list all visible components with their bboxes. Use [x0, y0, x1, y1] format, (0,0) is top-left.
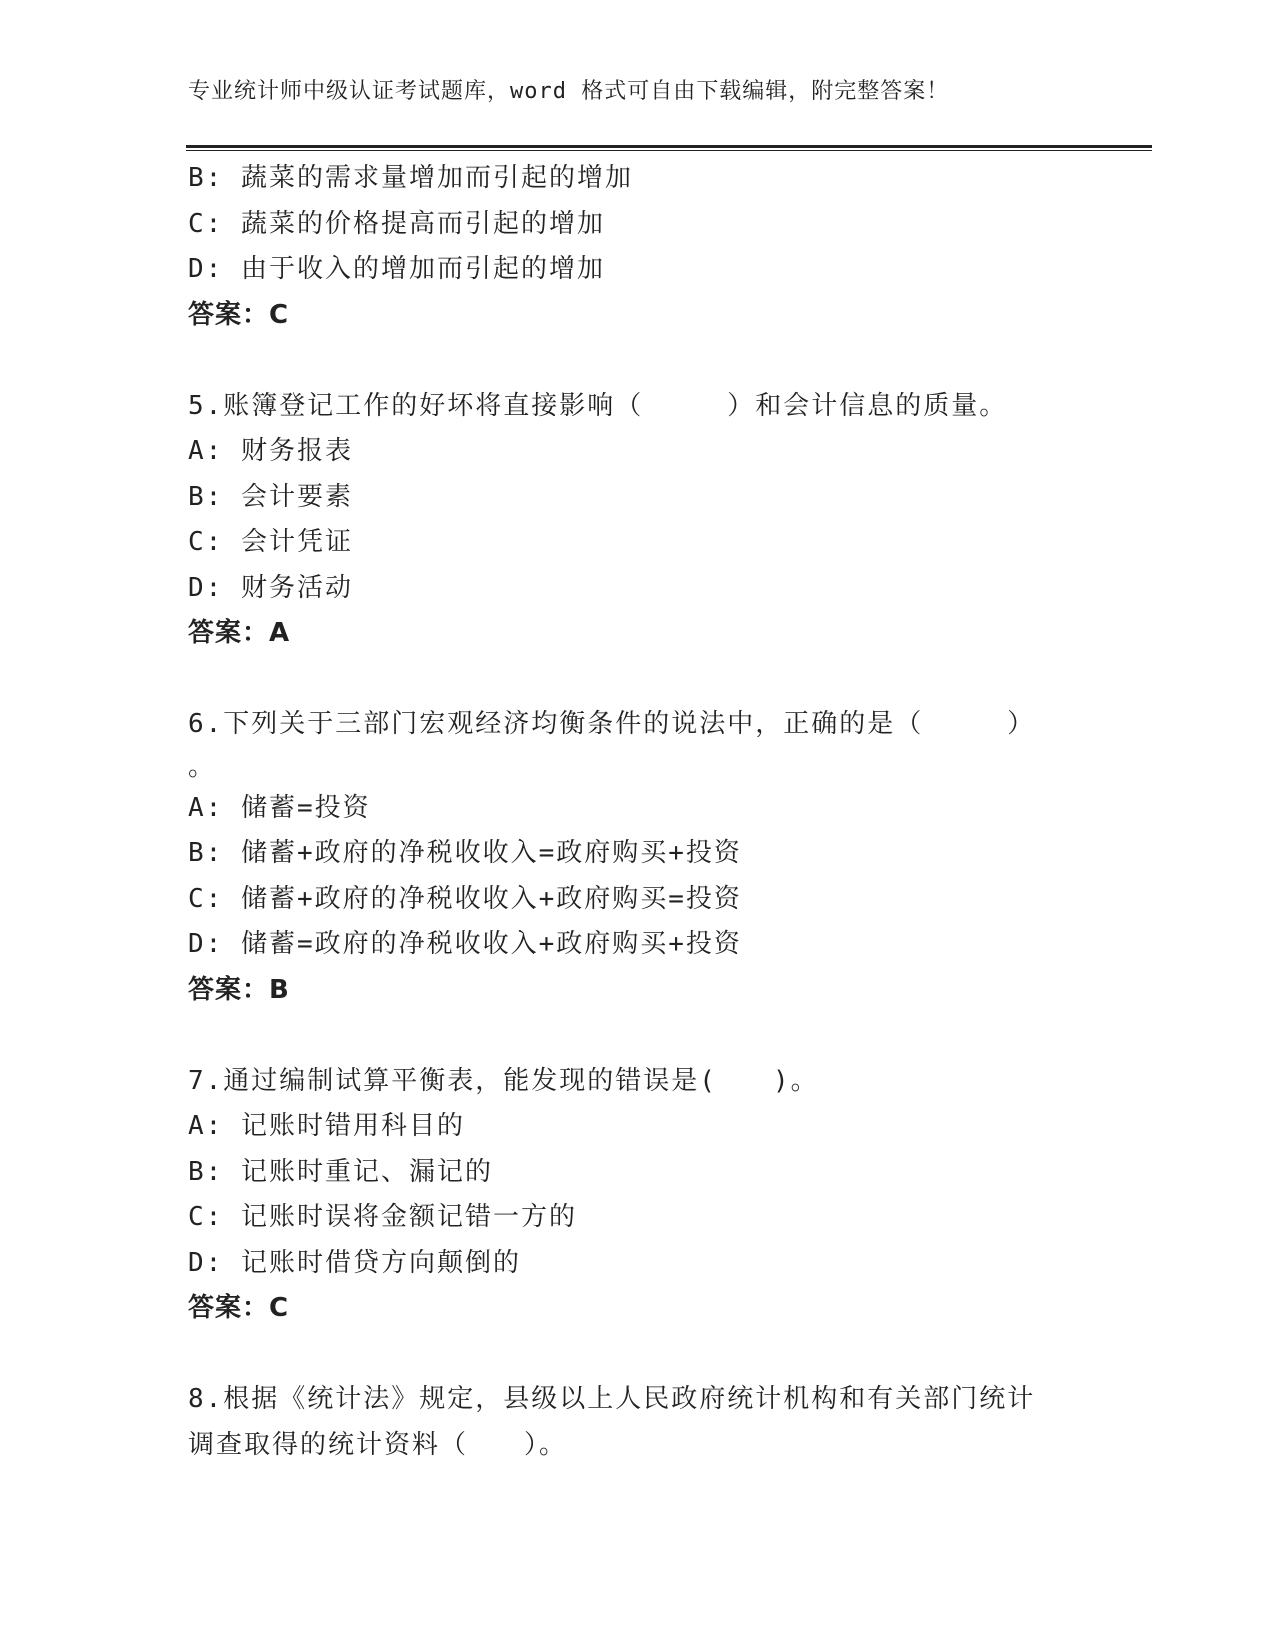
question-6-text-cont: 。	[188, 751, 217, 782]
answer-label: 答案：C	[188, 299, 290, 330]
document-body	[188, 156, 1148, 1468]
question-7-text: 7.通过编制试算平衡表，能发现的错误是( )。	[188, 1065, 819, 1096]
option-b: B: 会计要素	[188, 481, 353, 512]
option-c: C: 储蓄+政府的净税收收入+政府购买=投资	[188, 883, 742, 914]
option-d: D: 记账时借贷方向颠倒的	[188, 1247, 521, 1278]
option-c: C: 蔬菜的价格提高而引起的增加	[188, 208, 605, 239]
option-d: D: 财务活动	[188, 572, 353, 603]
option-a: A: 记账时错用科目的	[188, 1111, 465, 1141]
option-d: D: 由于收入的增加而引起的增加	[188, 254, 605, 284]
option-b: B: 储蓄+政府的净税收收入=政府购买+投资	[188, 838, 742, 868]
option-a: A: 财务报表	[188, 436, 353, 466]
option-d: D: 储蓄=政府的净税收收入+政府购买+投资	[188, 929, 742, 959]
option-b: B: 蔬菜的需求量增加而引起的增加	[188, 163, 633, 193]
question-8-text: 8.根据《统计法》规定，县级以上人民政府统计机构和有关部门统计	[188, 1384, 1036, 1414]
answer-label: 答案：C	[188, 1293, 290, 1323]
option-c: C: 记账时误将金额记错一方的	[188, 1202, 577, 1232]
option-b: B: 记账时重记、漏记的	[188, 1156, 493, 1187]
question-8-text-cont: 调查取得的统计资料（ ）。	[188, 1429, 568, 1460]
header-rule-thick	[186, 145, 1152, 148]
header-rule-thin	[186, 150, 1152, 151]
option-c: C: 会计凭证	[188, 527, 353, 557]
answer-label: 答案：A	[188, 618, 291, 648]
question-5-text: 5.账簿登记工作的好坏将直接影响（ ）和会计信息的质量。	[188, 390, 1008, 421]
option-a: A: 储蓄=投资	[188, 792, 371, 823]
question-6-text: 6.下列关于三部门宏观经济均衡条件的说法中，正确的是（ ）	[188, 709, 1036, 739]
answer-label: 答案：B	[188, 974, 290, 1005]
page-header: 专业统计师中级认证考试题库，word 格式可自由下载编辑，附完整答案！	[188, 79, 950, 104]
